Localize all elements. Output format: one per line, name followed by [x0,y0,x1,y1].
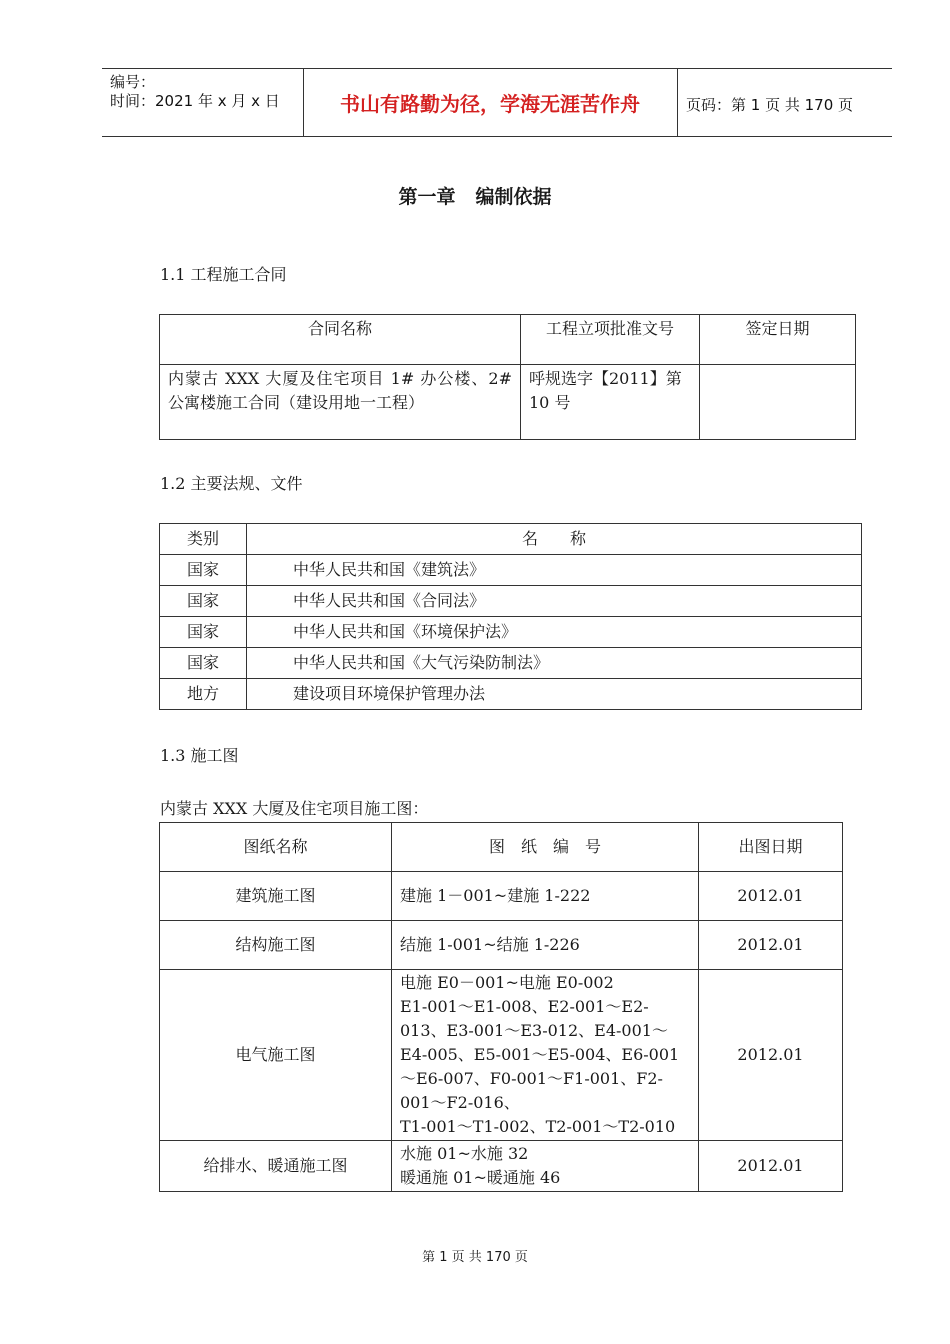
header-bottom-rule [102,136,892,137]
drawing-number-line: 建施 1－001~建施 1-222 [400,886,591,905]
drawing-number-line: 水施 01~水施 32 [400,1144,529,1163]
regulations-table [159,523,862,710]
table-row [160,555,862,586]
header-cell: 图 纸 编 号 [392,823,699,872]
table-row [160,586,862,617]
category-cell: 地方 [160,679,247,710]
drawing-name-cell: 给排水、暖通施工图 [160,1141,392,1192]
table-header-row [160,823,843,872]
drawing-number-line: 电施 E0－001~电施 E0-002 [400,973,614,992]
drawing-number-cell [392,872,699,921]
regulation-name-cell: 中华人民共和国《合同法》 [247,586,862,617]
regulation-name-cell: 建设项目环境保护管理办法 [247,679,862,710]
header-cell: 类别 [160,524,247,555]
category-cell: 国家 [160,555,247,586]
drawing-number-cell [392,921,699,970]
drawing-number-line: ～E6-007、F0-001～F1-001、F2- [400,1069,663,1088]
table-row [160,365,856,440]
regulation-name-cell: 中华人民共和国《大气污染防制法》 [247,648,862,679]
header-motto: 书山有路勤为径，学海无涯苦作舟 [340,92,640,116]
contract-name-cell: 内蒙古 XXX 大厦及住宅项目 1# 办公楼、2# 公寓楼施工合同（建设用地一工程） [160,365,521,440]
drawing-name-cell: 电气施工图 [160,970,392,1141]
drawing-number-line: 暖通施 01~暖通施 46 [400,1168,561,1187]
table-row [160,617,862,648]
drawing-date-cell: 2012.01 [699,970,843,1141]
header-cell: 图纸名称 [160,823,392,872]
document-date: 时间：2021 年 x 月 x 日 [110,92,280,110]
section-1-2-title: 1.2 主要法规、文件 [160,474,303,493]
header-top-rule [102,68,892,69]
section-1-1-title: 1.1 工程施工合同 [160,265,287,284]
table-header-row [160,315,856,365]
drawing-name-cell: 建筑施工图 [160,872,392,921]
drawing-number-line: T1-001～T1-002、T2-001～T2-010 [400,1117,676,1136]
drawing-number-line: 结施 1-001~结施 1-226 [400,935,580,954]
table-header-row [160,524,862,555]
chapter-name: 编制依据 [475,186,552,208]
header-cell: 合同名称 [160,315,521,365]
drawing-number-line: E4-005、E5-001～E5-004、E6-001 [400,1045,680,1064]
header-divider-right [677,68,678,136]
sign-date-cell [700,365,856,440]
page-info: 页码：第 1 页 共 170 页 [686,96,854,114]
drawing-number-cell [392,1141,699,1192]
regulation-name-cell: 中华人民共和国《建筑法》 [247,555,862,586]
drawing-number-line: 013、E3-001～E3-012、E4-001～ [400,1021,668,1040]
drawing-date-cell: 2012.01 [699,921,843,970]
regulation-name-cell: 中华人民共和国《环境保护法》 [247,617,862,648]
table-row [160,648,862,679]
page-footer: 第 1 页 共 170 页 [422,1250,528,1265]
header-cell: 出图日期 [699,823,843,872]
drawing-date-cell: 2012.01 [699,1141,843,1192]
category-cell: 国家 [160,617,247,648]
chapter-title [0,182,950,209]
category-cell: 国家 [160,586,247,617]
table-row [160,872,843,921]
header-cell: 工程立项批准文号 [521,315,700,365]
contract-table [159,314,856,440]
section-1-3-title: 1.3 施工图 [160,746,239,765]
chapter-number: 第一章 [398,186,456,208]
table-row [160,921,843,970]
table-row [160,679,862,710]
table-row [160,1141,843,1192]
approval-number-cell: 呼规选字【2011】第 10 号 [521,365,700,440]
document-number-label: 编号： [110,73,156,91]
category-cell: 国家 [160,648,247,679]
header-cell: 名 称 [247,524,862,555]
drawings-intro: 内蒙古 XXX 大厦及住宅项目施工图： [160,799,429,818]
table-row [160,970,843,1141]
drawing-name-cell: 结构施工图 [160,921,392,970]
drawings-table [159,822,843,1192]
header-cell: 签定日期 [700,315,856,365]
drawing-number-line: E1-001～E1-008、E2-001～E2- [400,997,649,1016]
drawing-number-line: 001～F2-016、 [400,1093,520,1112]
drawing-number-cell [392,970,699,1141]
drawing-date-cell: 2012.01 [699,872,843,921]
